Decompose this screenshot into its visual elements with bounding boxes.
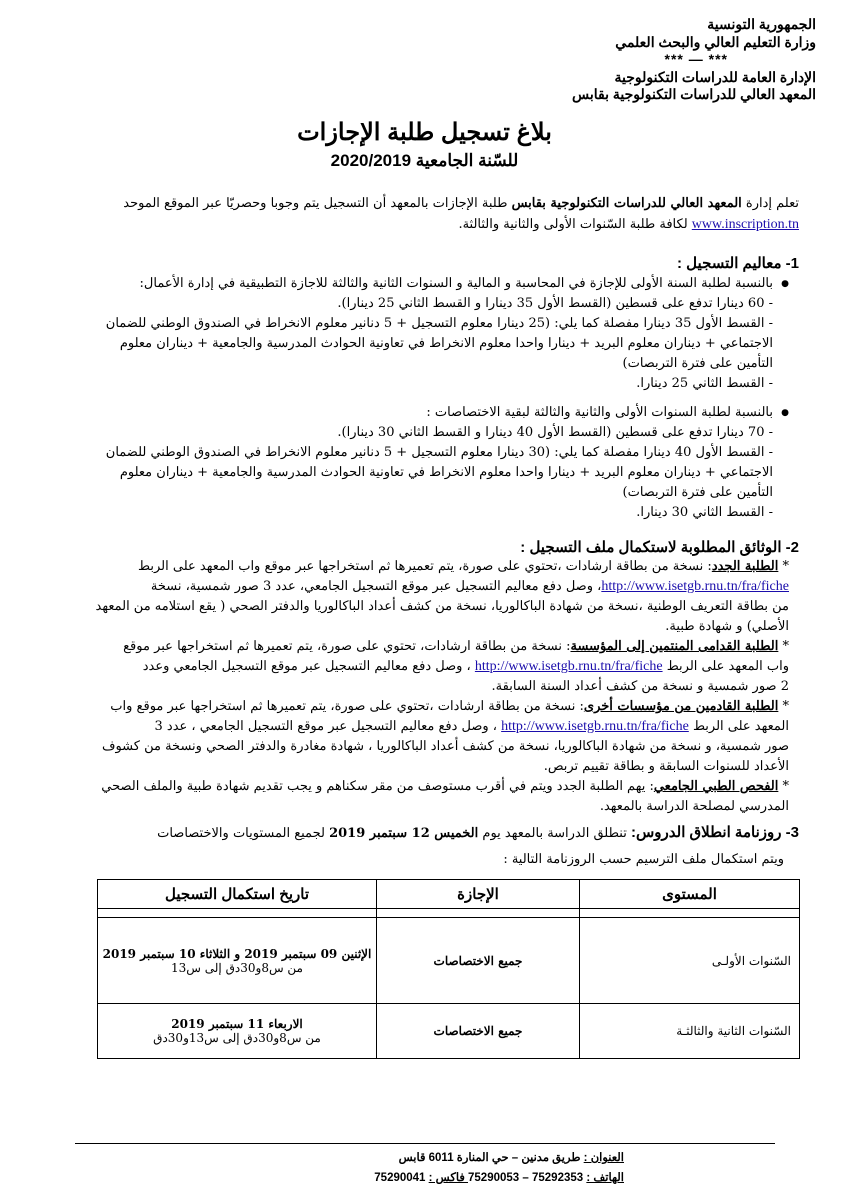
- docs-returning-students: * الطلبة القدامى المنتمين إلى المؤسسة: نسخة من بطاقة ارشادات، تحتوي على صورة، يتم تعميرها ثم استخراجها عبر موقع واب المعهد على الربط http://www.isetgb.rnu.tn/fra/fiche ، وصل دفع معاليم التسجيل عبر موقع التسجيل الجامعي وعدد 2 صور شمسية و نسخة من كشف أعداد السنة السابقة.: [123, 639, 789, 694]
- fiche-link-3[interactable]: http://www.isetgb.rnu.tn/fra/fiche: [501, 719, 689, 734]
- header-line-institute: المعهد العالي للدراسات التكنولوجية بقابس: [572, 86, 816, 102]
- section-documents-body: [49, 557, 789, 817]
- footer-address: العنوان : طريق مدنين – حي المنارة 6011 قابس: [398, 1152, 624, 1164]
- row-date: الاربعاء 11 سبتمبر 2019 من س8و30دق إلى س13و30دق: [98, 1004, 377, 1059]
- footer-contact: [374, 1148, 624, 1188]
- docs-transfer-students: * الطلبة القادمين من مؤسسات أخرى: نسخة من بطاقة ارشادات ،تحتوي على صورة، يتم تعميرها ثم استخراجها عبر موقع واب المعهد على الربط http://www.isetgb.rnu.tn/fra/fiche ، وصل دفع معاليم التسجيل عبر موقع التسجيل الجامعي ، عدد 3 صور شمسية، و نسخة من شهادة الباكالوريا، نسخة من كشف أعداد الباكالوريا ، شهادة مغادرة والدفتر الصحي ونسخة من كشوف الأعداد للسنوات السابقة و بطاقة تقييم تربص.: [101, 699, 789, 774]
- header-line-ministry: وزارة التعليم العالي والبحث العلمي: [615, 33, 816, 50]
- row-license: جميع الاختصاصات: [377, 1004, 580, 1059]
- table-header-row: [98, 880, 800, 909]
- table-row: [98, 918, 800, 1004]
- row-level: السّنوات الأولـى: [580, 918, 800, 1004]
- table-row: [98, 1004, 800, 1059]
- footer-phones: الهاتف : 75292353 – 75290053 فاكس : 75290041: [374, 1172, 624, 1184]
- row-date: الإثنين 09 سبتمبر 2019 و الثلاثاء 10 سبتمبر 2019 من س8و30دق إلى س13: [98, 918, 377, 1004]
- section-calendar-line: 3- روزنامة انطلاق الدروس: تنطلق الدراسة بالمعهد يوم الخميس 12 سبتمبر 2019 لجميع المستويات والاختصاصات: [157, 824, 799, 841]
- section-calendar-heading: 3- روزنامة انطلاق الدروس:: [630, 824, 799, 841]
- intro-paragraph: تعلم إدارة المعهد العالي للدراسات التكنولوجية بقابس طلبة الإجازات بالمعهد أن التسجيل يتم وجوبا وحصريّا عبر الموقع الموحد www.inscription.tn لكافة طلبة السّنوات الأولى والثانية والثالثة.: [123, 196, 799, 232]
- fees-bullet-accounting: ● بالنسبة لطلبة السنة الأولى للإجازة في المحاسبة و المالية و السنوات الثانية والثالثة للاجازة التطبيقية في إدارة الأعمال: - 60 دينارا تدفع على قسطين (القسط الأول 35 دينارا و القسط الثاني 25 دينارا). - القسط الأول 35 دينارا مفصلة كما يلي: (25 دينارا معلوم التسجيل + 5 دنانير معلوم الانخراط في الصندوق الوطني للضمان الاجتماعي + ديناران معلوم البريد + دينارا واحدا معلوم الانخراط في تعاونية الحوادث المدرسية والجامعية + ديناران معلوم التأمين على فترة التربصات) - القسط الثاني 25 دينارا.: [49, 274, 789, 394]
- page-subtitle: للسّنة الجامعية 2020/2019: [330, 151, 519, 170]
- header-line-republic: الجمهورية التونسية: [707, 16, 816, 32]
- page-title: بلاغ تسجيل طلبة الإجازات: [297, 119, 552, 146]
- header-license: الإجازة: [377, 880, 580, 909]
- header-date: تاريخ استكمال التسجيل: [98, 880, 377, 909]
- intro-institute-name: المعهد العالي للدراسات التكنولوجية بقابس: [511, 196, 742, 211]
- header-level: المستوى: [580, 880, 800, 909]
- row-level: السّنوات الثانية والثالثـة: [580, 1004, 800, 1059]
- section-fees-body: [49, 274, 789, 523]
- registration-calendar-table: [97, 879, 800, 1059]
- section-fees-heading: 1- معاليم التسجيل :: [677, 255, 799, 272]
- section-documents-heading: 2- الوثائق المطلوبة لاستكمال ملف التسجيل :: [520, 539, 799, 556]
- calendar-intro: ويتم استكمال ملف الترسيم حسب الروزنامة التالية :: [503, 852, 784, 867]
- header-line-directorate: الإدارة العامة للدراسات التكنولوجية: [614, 68, 816, 85]
- inscription-link[interactable]: www.inscription.tn: [691, 217, 799, 232]
- fees-bullet-other: ● بالنسبة لطلبة السنوات الأولى والثانية والثالثة لبقية الاختصاصات : - 70 دينارا تدفع على قسطين (القسط الأول 40 دينارا و القسط الثاني 30 دينارا). - القسط الأول 40 دينارا مفصلة كما يلي: (30 دينارا معلوم التسجيل + 5 دنانير معلوم الانخراط في الصندوق الوطني للضمان الاجتماعي + ديناران معلوم البريد + دينارا واحدا معلوم الانخراط في تعاونية الحوادث المدرسية والجامعية + ديناران معلوم التأمين على فترة التربصات) - القسط الثاني 30 دينارا.: [49, 403, 789, 523]
- docs-medical-exam: * الفحص الطبي الجامعي: يهم الطلبة الجدد ويتم في أقرب مستوصف من مقر سكناهم و يجب تقديم شهادة طبية والملف الصحي المدرسي لمصلحة الدراسة بالمعهد.: [101, 779, 789, 814]
- row-license: جميع الاختصاصات: [377, 918, 580, 1004]
- header-separator: *** — ***: [664, 51, 728, 67]
- ministry-header: [296, 16, 816, 104]
- start-date: الخميس 12 سبتمبر 2019: [329, 826, 479, 841]
- footer-divider: [75, 1143, 775, 1144]
- fiche-link-2[interactable]: http://www.isetgb.rnu.tn/fra/fiche: [474, 659, 663, 674]
- fiche-link-1[interactable]: http://www.isetgb.rnu.tn/fra/fiche: [601, 579, 789, 594]
- docs-new-students: * الطلبة الجدد: نسخة من بطاقة ارشادات ،تحتوي على صورة، يتم تعميرها ثم استخراجها عبر موقع واب المعهد على الربط http://www.isetgb.rnu.tn/fra/fiche، وصل دفع معاليم التسجيل عبر موقع التسجيل الجامعي، عدد 3 صور شمسية، نسخة من بطاقة التعريف الوطنية ،نسخة من شهادة الباكالوريا، نسخة من كشف أعداد الباكالوريا والدفتر الصحي ( يقع استلامه من المعهد الأصلي) و شهادة طبية.: [95, 559, 789, 634]
